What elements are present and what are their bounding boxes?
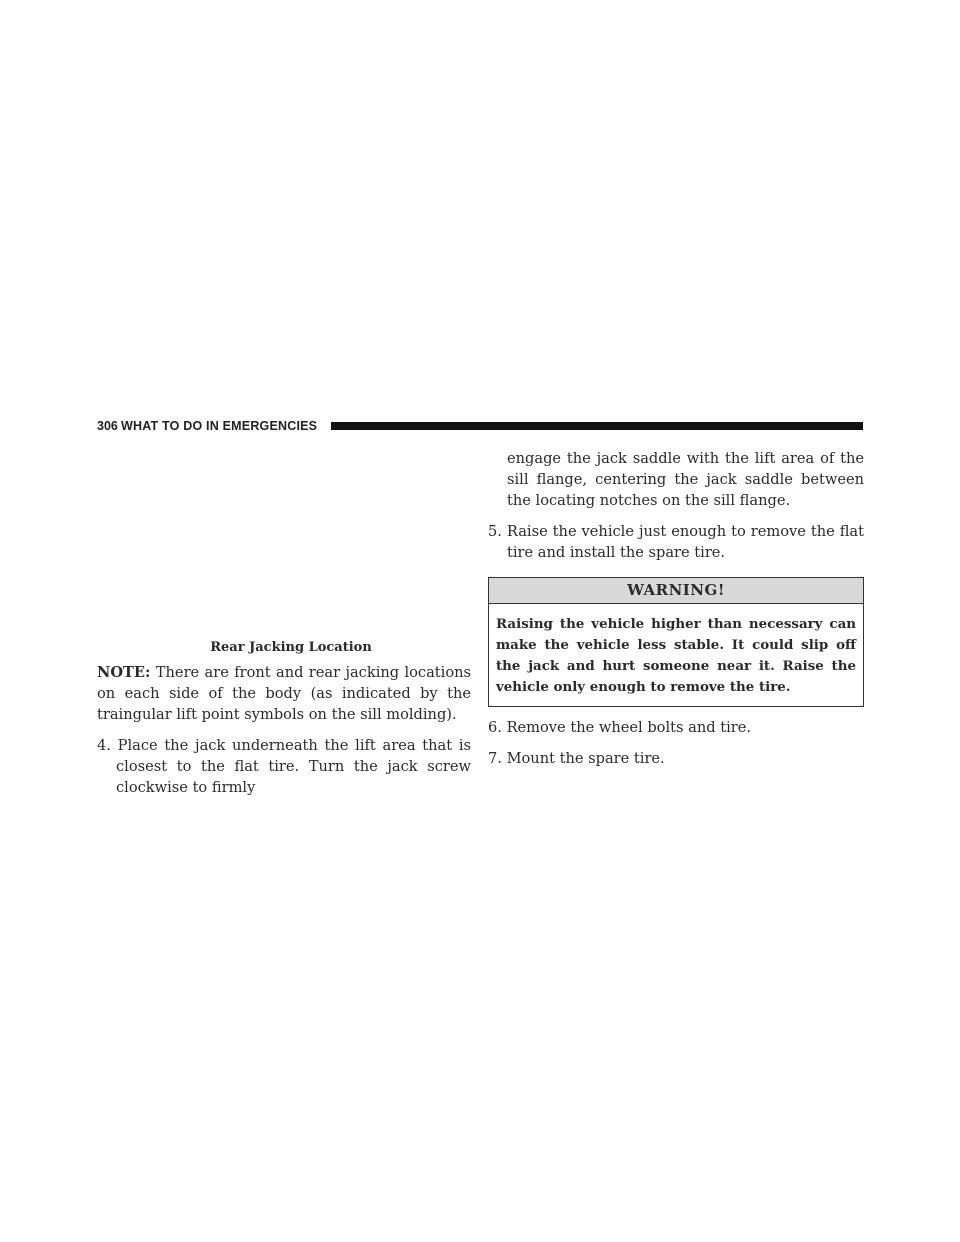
step-4-continued: engage the jack saddle with the lift area of the sill flange, centering the jack saddle between the locating notches on the sill flange.: [507, 450, 864, 509]
step-4: 4. Place the jack underneath the lift area that is closest to the flat tire. Turn the jack screw clockwise to firmly: [97, 737, 471, 796]
step-5: 5. Raise the vehicle just enough to remove the flat tire and install the spare tire.: [488, 523, 864, 561]
note-paragraph: [97, 662, 471, 725]
left-column: [97, 638, 471, 798]
section-title: WHAT TO DO IN EMERGENCIES: [121, 419, 318, 433]
warning-title: WARNING!: [489, 578, 863, 604]
header-rule: [331, 422, 863, 430]
warning-box: [488, 577, 864, 707]
page-header: [97, 418, 863, 438]
note-label: NOTE:: [97, 664, 151, 681]
figure-caption: Rear Jacking Location: [210, 640, 372, 655]
note-text: There are front and rear jacking locations on each side of the body (as indicated by the traingular lift point symbols on the sill molding).: [97, 664, 471, 723]
page-number: 306: [97, 419, 118, 433]
right-column: [488, 448, 864, 769]
warning-text: Raising the vehicle higher than necessary can make the vehicle less stable. It could slip off the jack and hurt someone near it. Raise the vehicle only enough to remove the tire.: [496, 616, 856, 695]
step-6: 6. Remove the wheel bolts and tire.: [488, 719, 751, 736]
step-7: 7. Mount the spare tire.: [488, 750, 665, 767]
